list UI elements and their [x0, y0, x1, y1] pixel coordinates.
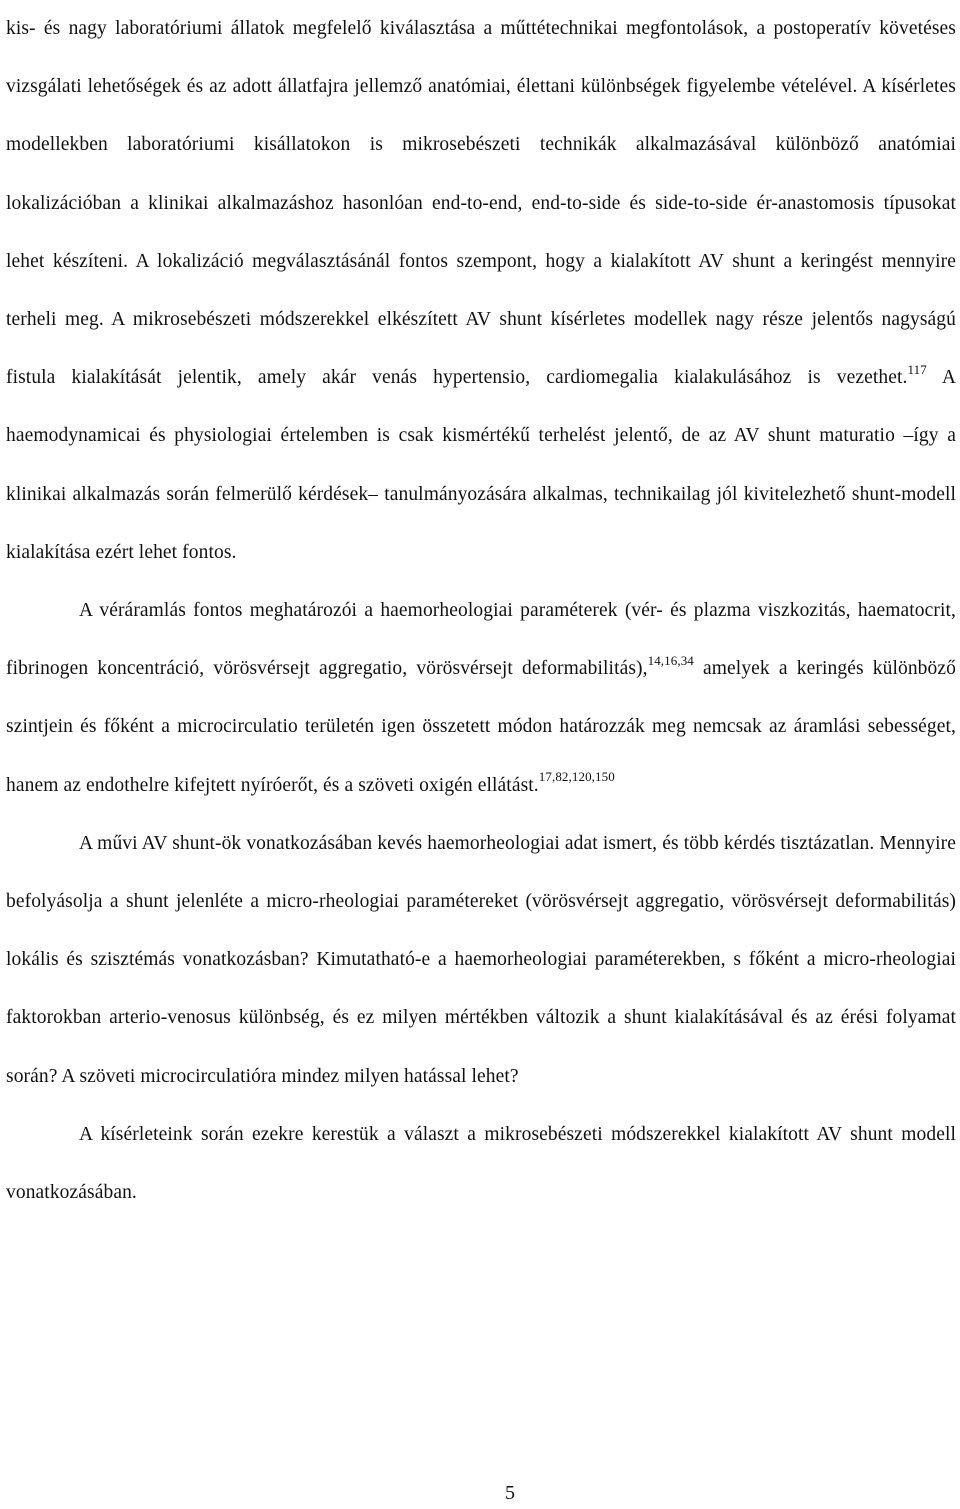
paragraph-text: A kísérleteink során ezekre kerestük a választ a mikrosebészeti módszerekkel kialakított AV shunt modell vonatkozásában.: [6, 1123, 956, 1204]
paragraph-text: kis- és nagy laboratóriumi állatok megfelelő kiválasztása a műttétechnikai megfontolások, a postoperatív követéses vizsgálati lehetőségek és az adott állatfajra jellemző anatómiai, élettani különbségek figyelembe vételével. A kísérletes modellekben laboratóriumi kisállatokon is mikrosebészeti technikák alkalmazásával különböző anatómiai lokalizációban a klinikai alkalmazáshoz hasonlóan end-to-end, end-to-side és side-to-side ér-anastomosis típusokat lehet készíteni. A lokalizáció megválasztásánál fontos szempont, hogy a kialakított AV shunt a keringést mennyire terheli meg. A mikrosebészeti módszerekkel elkészített AV shunt kísérletes modellek nagy része jelentős nagyságú fistula kialakítását jelentik, amely akár venás hypertensio, cardiomegalia kialakulásához is vezethet.: [6, 18, 956, 389]
page-number: 5: [505, 1482, 515, 1504]
body-text: [6, 0, 956, 1222]
citation-reference: 117: [907, 361, 927, 377]
paragraph-text: A művi AV shunt-ök vonatkozásában kevés haemorheologiai adat ismert, és több kérdés tisztázatlan. Mennyire befolyásolja a shunt jelenléte a micro-rheologiai paramétereket (vörösvérsejt aggregatio, vörösvérsejt deformabilitás) lokális és szisztémás vonatkozásban? Kimutatható-e a haemorheologiai paraméterekben, s főként a micro-rheologiai faktorokban arterio-venosus különbség, és ez milyen mértékben változik a shunt kialakításával és az érési folyamat során? A szöveti microcirculatióra mindez milyen hatással lehet?: [6, 832, 956, 1087]
paragraph: [6, 1106, 956, 1222]
paragraph-text: A haemodynamicai és physiologiai értelemben is csak kismértékű terhelést jelentő, de az AV shunt maturatio –így a klinikai alkalmazás során felmerülő kérdések– tanulmányozására alkalmas, technikailag jól kivitelezhető shunt-modell kialakítása ezért lehet fontos.: [6, 367, 956, 563]
paragraph-text: A véráramlás fontos meghatározói a haemorheologiai paraméterek (vér- és plazma viszkozitás, haematocrit, fibrinogen koncentráció, vörösvérsejt aggregatio, vörösvérsejt deformabilitás),: [6, 600, 956, 680]
citation-reference: 17,82,120,150: [538, 769, 615, 785]
paragraph: [6, 0, 956, 582]
paragraph: [6, 582, 956, 815]
citation-reference: 14,16,34: [647, 652, 694, 668]
paragraph-text: amelyek a keringés különböző szintjein és főként a microcirculatio területén igen összetett módon határozzák meg nemcsak az áramlási sebességet, hanem az endothelre kifejtett nyíróerőt, és a szöveti oxigén ellátást.: [6, 658, 956, 796]
paragraph: [6, 815, 956, 1106]
